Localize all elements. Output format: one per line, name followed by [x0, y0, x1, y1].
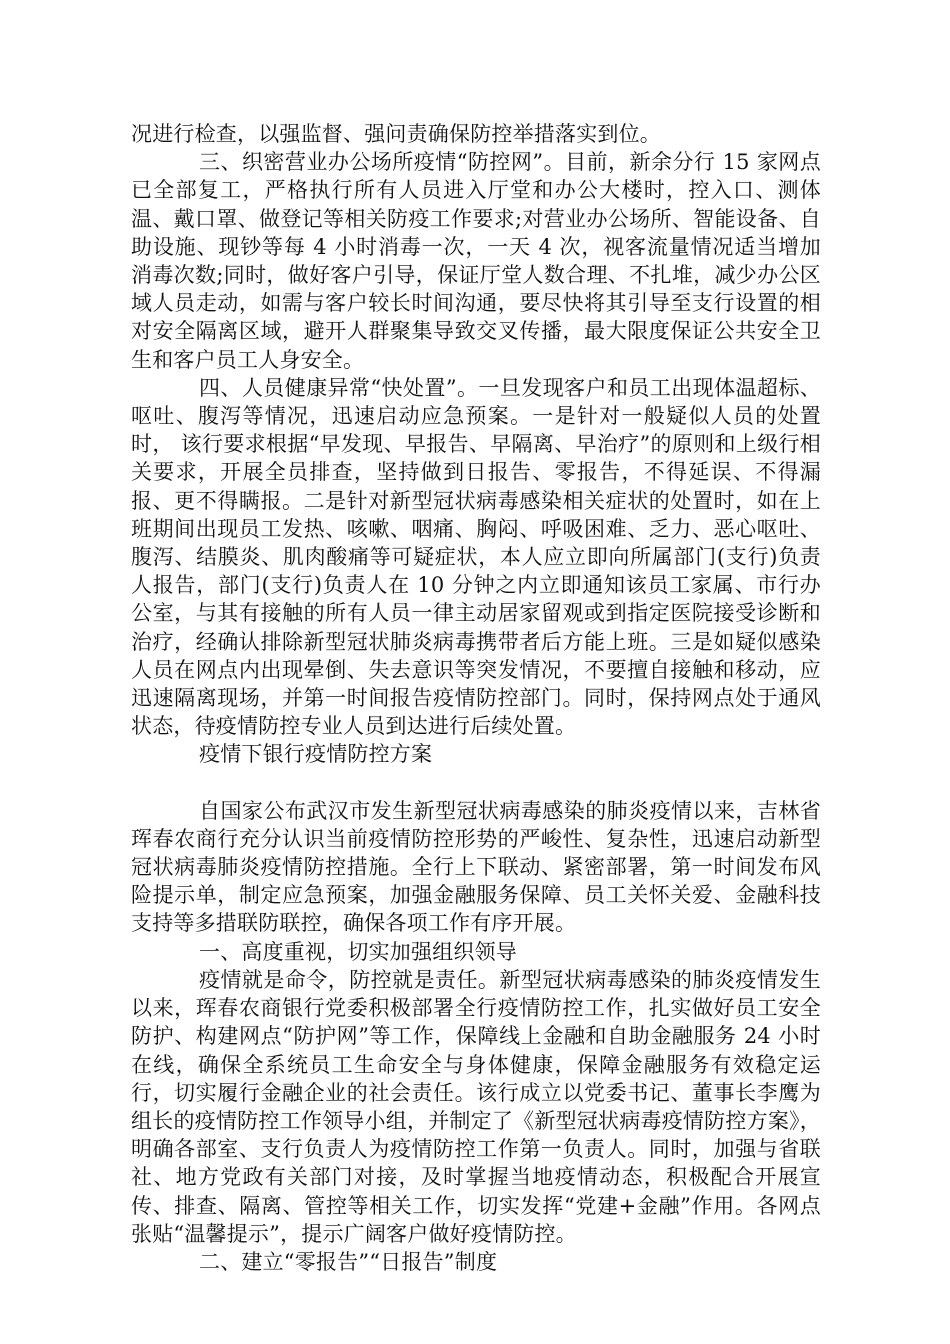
document-page	[131, 120, 821, 1276]
paragraph-section-three: 三、织密营业办公场所疫情“防控网”。目前，新余分行 15 家网点已全部复工，严格执行所有人员进入厅堂和办公大楼时，控入口、测体温、戴口罩、做登记等相关防疫工作要求;对营业办公场所、智能设备、自助设施、现钞等每 4 小时消毒一次，一天 4 次，视客流量情况适当增加消毒次数;同时，做好客户引导，保证厅堂人数合理、不扎堆，减少办公区域人员走动，如需与客户较长时间沟通，要尽快将其引导至支行设置的相对安全隔离区域，避开人群聚集导致交叉传播，最大限度保证公共安全卫生和客户员工人身安全。	[131, 150, 821, 372]
paragraph-continuation: 况进行检查，以强监督、强问责确保防控举措落实到位。	[131, 122, 661, 146]
paragraph-section-four: 四、人员健康异常“快处置”。一旦发现客户和员工出现体温超标、呕吐、腹泻等情况，迅速启动应急预案。一是针对一般疑似人员的处置时， 该行要求根据“早发现、早报告、早隔离、早治疗”的原则和上级行相关要求，开展全员排查，坚持做到日报告、零报告，不得延误、不得漏报、更不得瞒报。二是针对新型冠状病毒感染相关症状的处置时，如在上班期间出现员工发热、咳嗽、咽痛、胸闷、呼吸困难、乏力、恶心呕吐、腹泻、结膜炎、肌肉酸痛等可疑症状，本人应立即向所属部门(支行)负责人报告，部门(支行)负责人在 10 分钟之内立即通知该员工家属、市行办公室，与其有接触的所有人员一律主动居家留观或到指定医院接受诊断和治疗，经确认排除新型冠状肺炎病毒携带者后方能上班。三是如疑似感染人员在网点内出现晕倒、失去意识等突发情况，不要擅自接触和移动，应迅速隔离现场，并第一时间报告疫情防控部门。同时，保持网点处于通风状态，待疫情防控专业人员到达进行后续处置。	[131, 375, 821, 739]
paragraph-organization: 疫情就是命令，防控就是责任。新型冠状病毒感染的肺炎疫情发生以来，珲春农商银行党委积极部署全行疫情防控工作，扎实做好员工安全防护、构建网点“防护网”等工作，保障线上金融和自助金融服务 24 小时在线，确保全系统员工生命安全与身体健康，保障金融服务有效稳定运行，切实履行金融企业的社会责任。该行成立以党委书记、董事长李鹰为组长的疫情防控工作领导小组，并制定了《新型冠状病毒疫情防控方案》，明确各部室、支行负责人为疫情防控工作第一负责人。同时，加强与省联社、地方党政有关部门对接，及时掌握当地疫情动态，积极配合开展宣传、排查、隔离、管控等相关工作，切实发挥“党建+金融”作用。各网点张贴“温馨提示”，提示广阔客户做好疫情防控。	[131, 967, 821, 1246]
paragraph-intro: 自国家公布武汉市发生新型冠状病毒感染的肺炎疫情以来，吉林省珲春农商行充分认识当前疫情防控形势的严峻性、复杂性，迅速启动新型冠状病毒肺炎疫情防控措施。全行上下联动、紧密部署，第一时间发布风险提示单，制定应急预案，加强金融服务保障、员工关怀关爱、金融科技支持等多措联防联控，确保各项工作有序开展。	[131, 798, 821, 936]
blank-line	[131, 769, 821, 797]
document-title: 疫情下银行疫情防控方案	[199, 742, 433, 767]
heading-one: 一、高度重视，切实加强组织领导	[199, 939, 517, 964]
heading-two: 二、建立“零报告”“日报告”制度	[199, 1249, 498, 1274]
